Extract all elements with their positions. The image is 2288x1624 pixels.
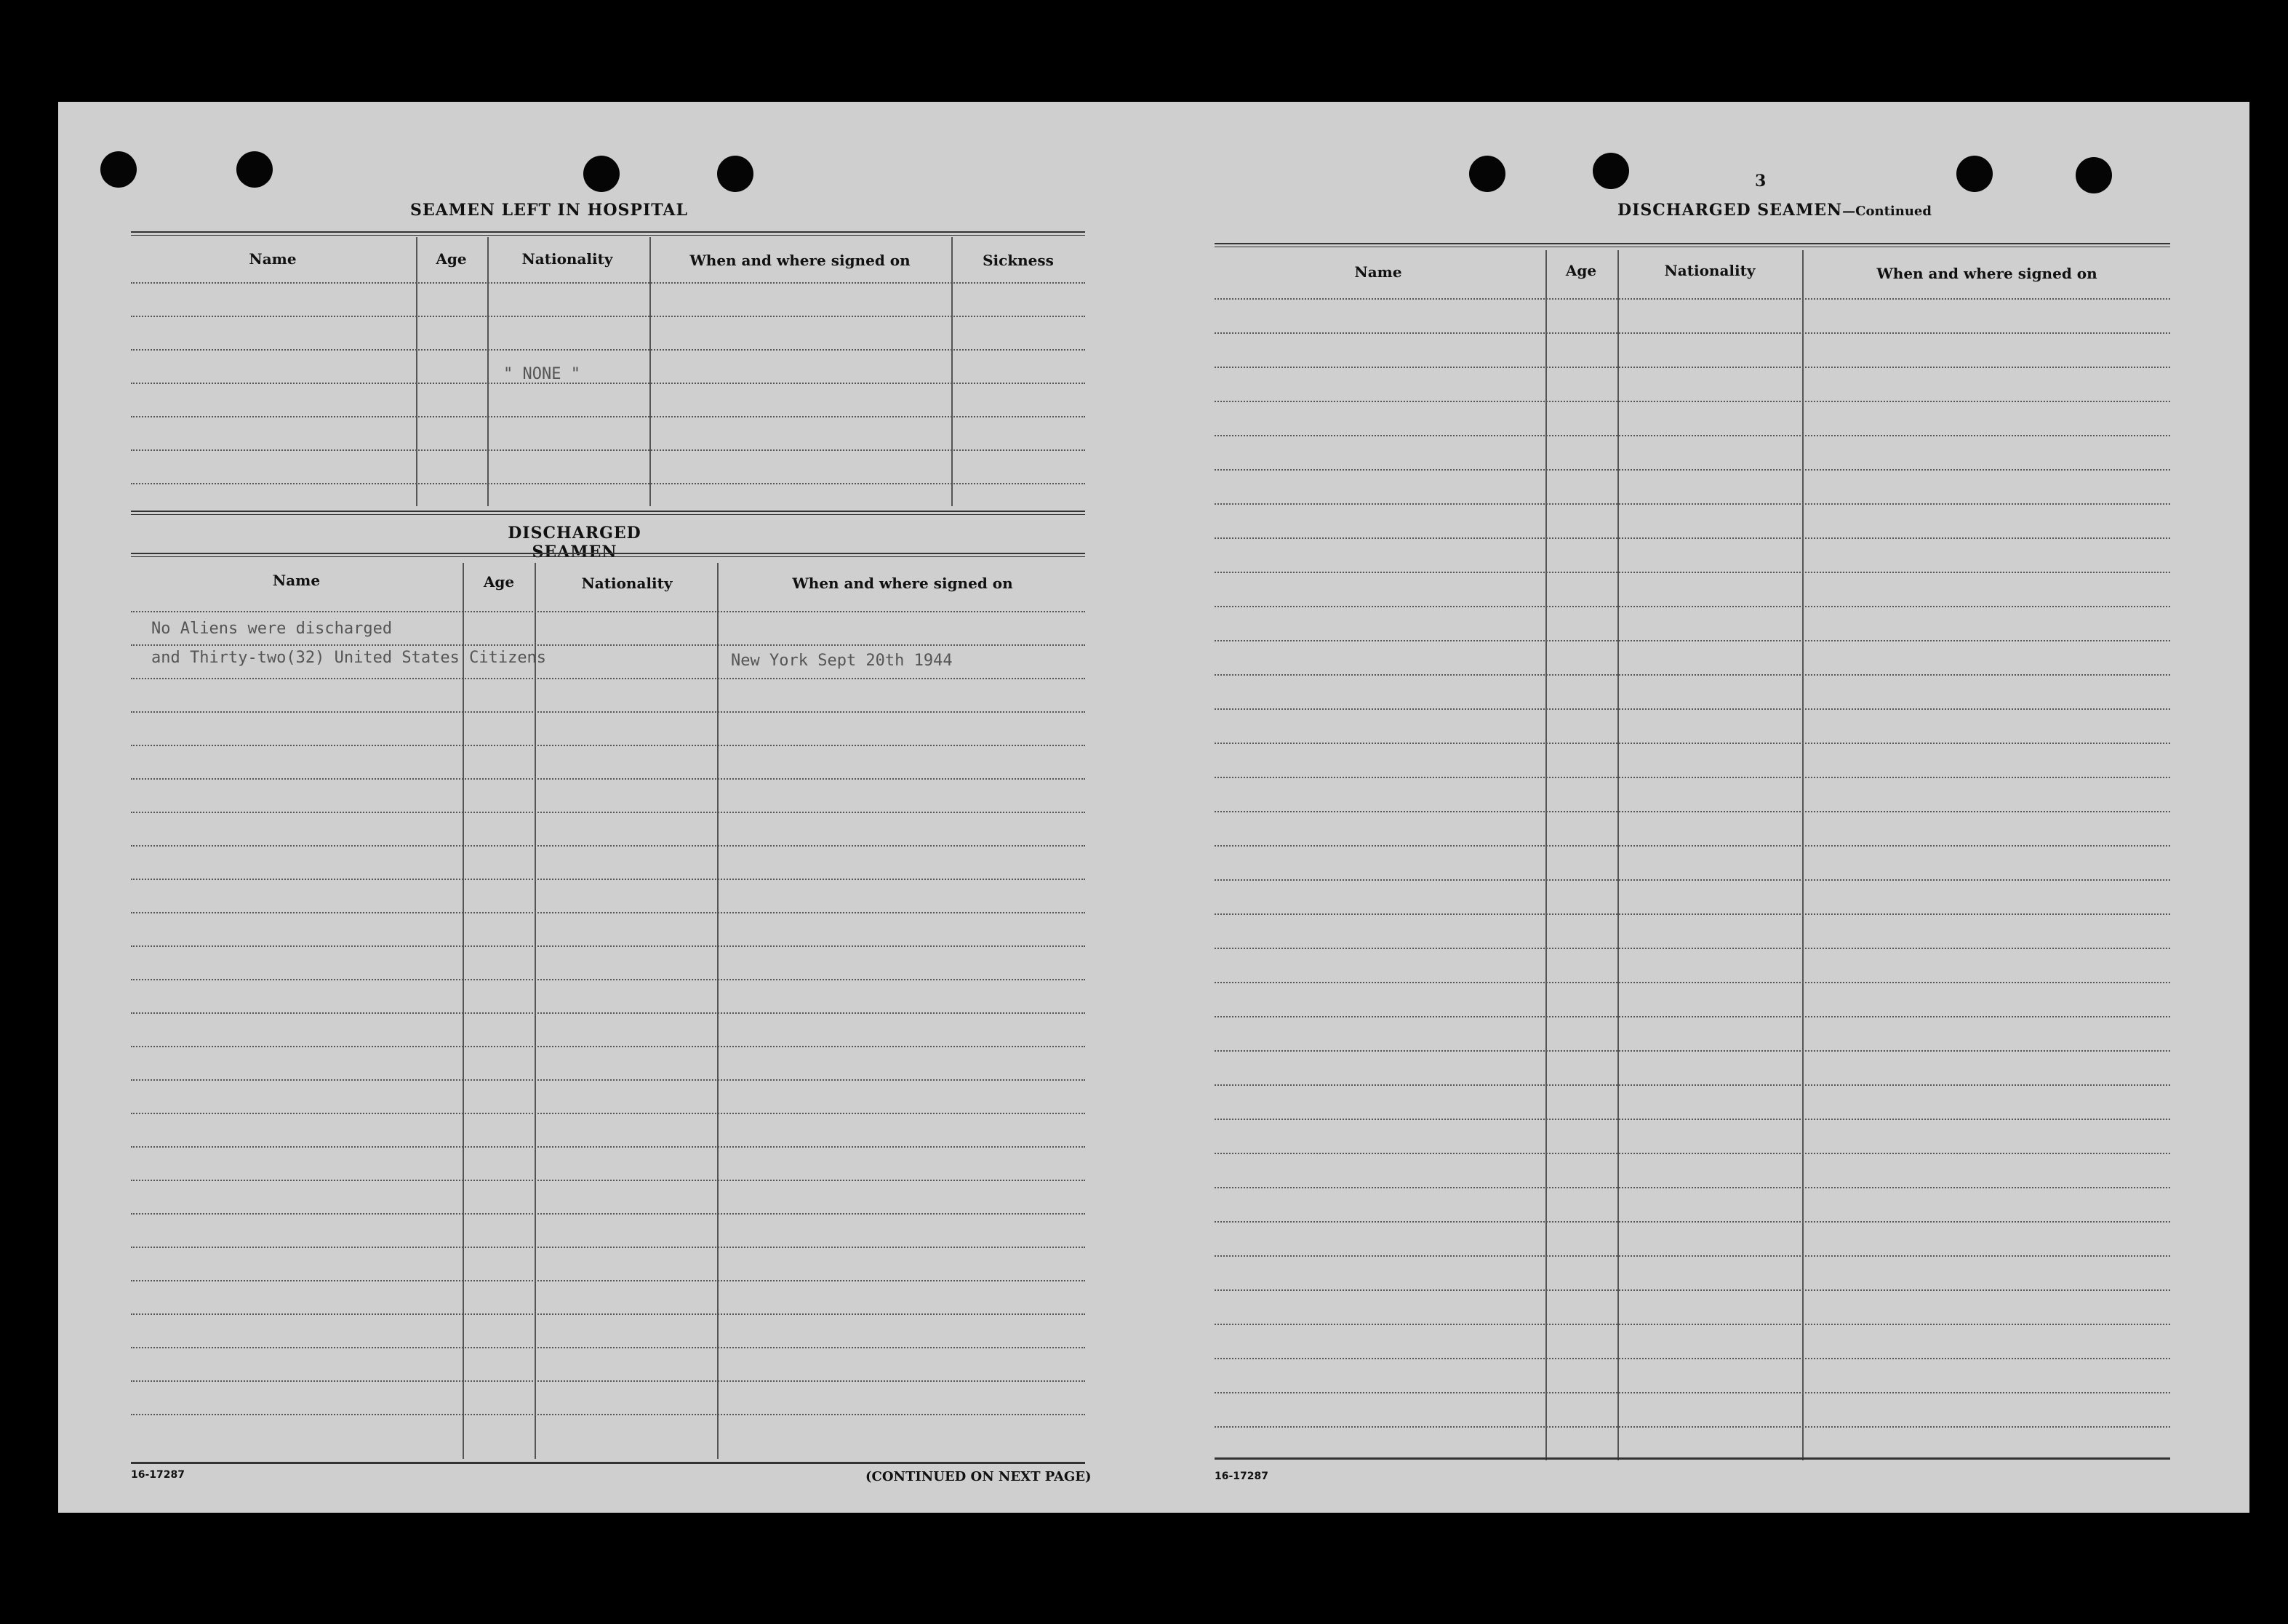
table-row bbox=[131, 1180, 1085, 1181]
table-row bbox=[131, 611, 1085, 612]
hospital-col-nationality: Nationality bbox=[521, 250, 613, 268]
left-page-bottom-rule bbox=[131, 1462, 1085, 1464]
discharged-section-title: DISCHARGED SEAMEN bbox=[508, 524, 641, 561]
table-row bbox=[1215, 640, 2170, 641]
table-row bbox=[131, 745, 1085, 746]
right-col-age: Age bbox=[1565, 262, 1597, 279]
punch-hole bbox=[236, 151, 273, 188]
table-row bbox=[131, 812, 1085, 813]
discharged-col-signed-on: When and where signed on bbox=[792, 575, 1013, 592]
table-row bbox=[131, 449, 1085, 451]
hospital-divider bbox=[487, 237, 489, 506]
table-row bbox=[1215, 1255, 2170, 1257]
discharged-continued-suffix: —Continued bbox=[1842, 204, 1932, 219]
table-row bbox=[1215, 503, 2170, 505]
right-page-bottom-rule bbox=[1215, 1457, 2170, 1460]
punch-hole bbox=[583, 156, 620, 192]
table-row bbox=[131, 1213, 1085, 1215]
table-row bbox=[1215, 879, 2170, 881]
table-row bbox=[1215, 1221, 2170, 1223]
document-sheet bbox=[58, 102, 2249, 1513]
table-row bbox=[1215, 708, 2170, 710]
table-row bbox=[1215, 1289, 2170, 1291]
table-row bbox=[131, 1046, 1085, 1047]
table-row bbox=[131, 282, 1085, 284]
table-row bbox=[1215, 1392, 2170, 1393]
table-row bbox=[1215, 777, 2170, 778]
table-row bbox=[1215, 332, 2170, 334]
table-row bbox=[1215, 401, 2170, 402]
hospital-col-name: Name bbox=[249, 250, 297, 268]
discharged-col-name: Name bbox=[272, 572, 321, 589]
table-row bbox=[1215, 913, 2170, 915]
table-row bbox=[1215, 537, 2170, 539]
right-page bbox=[1142, 102, 2249, 1513]
table-row bbox=[1215, 1016, 2170, 1017]
table-row bbox=[131, 1146, 1085, 1148]
table-row bbox=[131, 1247, 1085, 1248]
table-row bbox=[1215, 367, 2170, 368]
punch-hole bbox=[1469, 156, 1505, 192]
right-col-signed-on: When and where signed on bbox=[1876, 265, 2097, 282]
table-row bbox=[131, 912, 1085, 913]
table-row bbox=[1215, 1084, 2170, 1086]
table-row bbox=[131, 1113, 1085, 1114]
hospital-none-entry: " NONE " bbox=[503, 365, 580, 383]
form-number: 16-17287 bbox=[1215, 1471, 1268, 1482]
hospital-divider bbox=[416, 237, 417, 506]
table-row bbox=[1215, 1153, 2170, 1154]
table-row bbox=[131, 678, 1085, 679]
right-col-nationality: Nationality bbox=[1664, 262, 1756, 279]
discharged-divider bbox=[717, 563, 719, 1459]
hospital-divider bbox=[649, 237, 651, 506]
discharged-signed-on-entry: New York Sept 20th 1944 bbox=[731, 652, 953, 670]
table-row bbox=[131, 1012, 1085, 1014]
punch-hole bbox=[1593, 153, 1629, 189]
page-number: 3 bbox=[1755, 172, 1767, 191]
left-page bbox=[58, 102, 1142, 1513]
punch-hole bbox=[100, 151, 137, 188]
table-row bbox=[1215, 469, 2170, 471]
table-row bbox=[1215, 1324, 2170, 1325]
hospital-bottom-rule bbox=[131, 511, 1085, 515]
discharged-continued-title-main: DISCHARGED SEAMEN bbox=[1617, 201, 1843, 220]
table-row bbox=[131, 416, 1085, 417]
table-row bbox=[1215, 845, 2170, 847]
discharged-divider bbox=[463, 563, 464, 1459]
table-row bbox=[131, 879, 1085, 880]
table-row bbox=[1215, 298, 2170, 300]
table-row bbox=[131, 1079, 1085, 1081]
table-row bbox=[1215, 606, 2170, 607]
right-divider bbox=[1802, 250, 1804, 1460]
table-row bbox=[1215, 674, 2170, 676]
continued-note: (CONTINUED ON NEXT PAGE) bbox=[865, 1469, 1092, 1484]
table-row bbox=[131, 349, 1085, 351]
table-row bbox=[1215, 743, 2170, 744]
table-row bbox=[1215, 435, 2170, 436]
discharged-entry-line-1: No Aliens were discharged bbox=[151, 620, 393, 638]
table-row bbox=[1215, 1119, 2170, 1120]
hospital-divider bbox=[951, 237, 953, 506]
table-row bbox=[131, 945, 1085, 947]
right-col-name: Name bbox=[1354, 263, 1402, 281]
discharged-col-age: Age bbox=[483, 573, 515, 591]
hospital-section-title: SEAMEN LEFT IN HOSPITAL bbox=[410, 201, 688, 220]
table-row bbox=[131, 845, 1085, 847]
table-row bbox=[1215, 1187, 2170, 1188]
form-number: 16-17287 bbox=[131, 1469, 185, 1481]
punch-hole bbox=[2076, 157, 2112, 193]
table-row bbox=[131, 383, 1085, 384]
table-row bbox=[1215, 1358, 2170, 1359]
table-row bbox=[131, 778, 1085, 780]
table-row bbox=[131, 644, 1085, 646]
discharged-col-nationality: Nationality bbox=[581, 575, 673, 592]
table-row bbox=[131, 483, 1085, 484]
table-row bbox=[131, 1347, 1085, 1348]
right-divider bbox=[1617, 250, 1619, 1460]
table-row bbox=[131, 979, 1085, 980]
table-row bbox=[131, 1414, 1085, 1415]
hospital-col-sickness: Sickness bbox=[983, 252, 1054, 269]
discharged-entry-line-2: and Thirty-two(32) United States Citizens bbox=[151, 649, 547, 667]
discharged-continued-title bbox=[1607, 201, 1942, 220]
table-row bbox=[131, 1313, 1085, 1315]
table-row bbox=[1215, 572, 2170, 573]
table-row bbox=[1215, 1050, 2170, 1052]
discharged-top-rule bbox=[131, 553, 1085, 557]
table-row bbox=[131, 1280, 1085, 1281]
table-row bbox=[131, 1380, 1085, 1382]
right-top-rule bbox=[1215, 243, 2170, 247]
discharged-divider bbox=[535, 563, 536, 1459]
table-row bbox=[1215, 982, 2170, 983]
hospital-col-signed-on: When and where signed on bbox=[689, 252, 911, 269]
hospital-col-age: Age bbox=[436, 250, 467, 268]
punch-hole bbox=[717, 156, 753, 192]
hospital-top-rule bbox=[131, 231, 1085, 236]
table-row bbox=[131, 316, 1085, 317]
table-row bbox=[1215, 811, 2170, 812]
right-divider bbox=[1545, 250, 1547, 1460]
table-row bbox=[1215, 948, 2170, 949]
table-row bbox=[1215, 1426, 2170, 1428]
punch-hole bbox=[1956, 156, 1993, 192]
table-row bbox=[131, 711, 1085, 713]
